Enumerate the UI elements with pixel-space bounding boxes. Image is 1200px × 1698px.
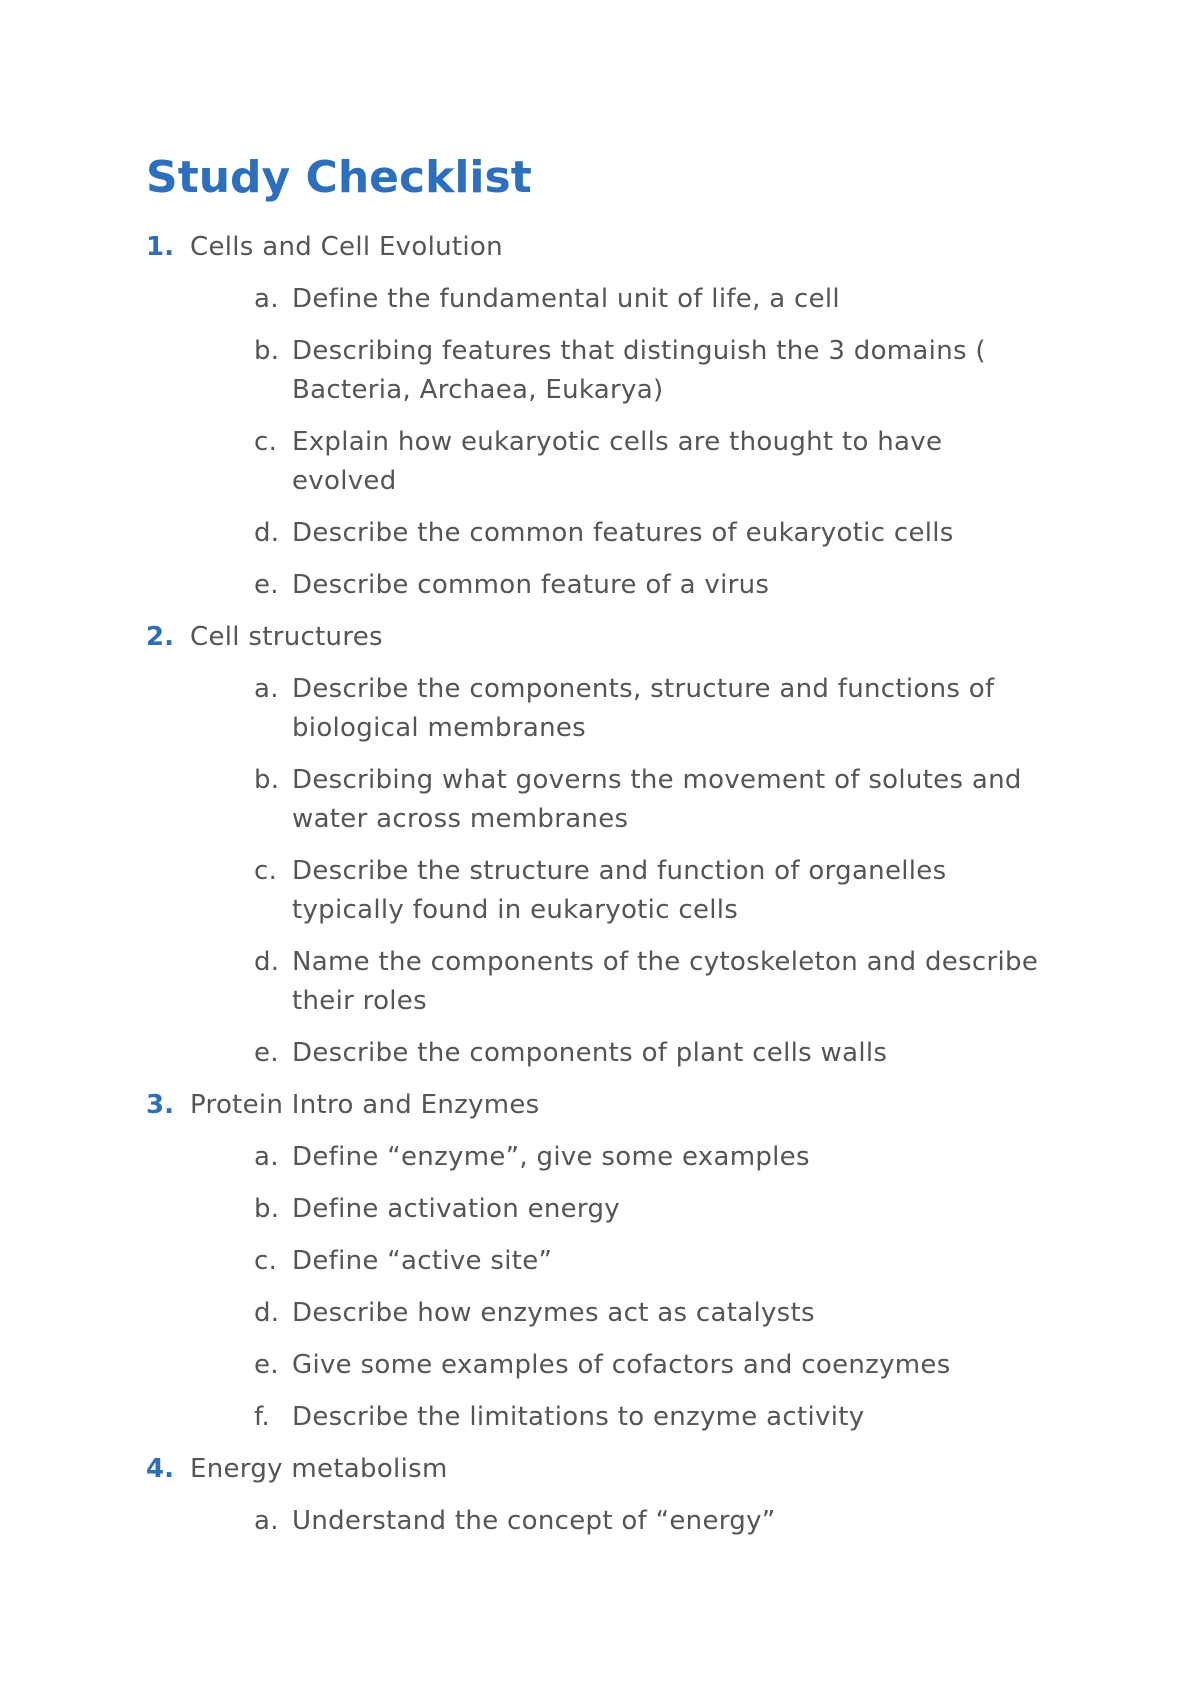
item-letter: c. <box>254 1246 278 1276</box>
item-letter: d. <box>254 518 280 548</box>
item-letter: a. <box>254 1142 279 1172</box>
item-text: Describe the limitations to enzyme activity <box>292 1402 865 1432</box>
checklist <box>146 228 1076 1554</box>
section-number: 4. <box>146 1454 174 1484</box>
section-title: Protein Intro and Enzymes <box>190 1090 540 1120</box>
item-text: Name the components of the cytoskeleton and describe their roles <box>292 947 1039 1016</box>
item-text: Describing features that distinguish the 3 domains ( Bacteria, Archaea, Eukarya) <box>292 336 986 405</box>
item-text: Describing what governs the movement of solutes and water across membranes <box>292 765 1022 834</box>
list-item <box>254 761 1052 839</box>
list-item <box>254 566 1052 605</box>
list-item <box>254 423 1052 501</box>
item-text: Give some examples of cofactors and coenzymes <box>292 1350 951 1380</box>
item-text: Understand the concept of “energy” <box>292 1506 776 1536</box>
item-text: Define the fundamental unit of life, a cell <box>292 284 840 314</box>
item-text: Define activation energy <box>292 1194 620 1224</box>
item-text: Describe the components, structure and functions of biological membranes <box>292 674 995 743</box>
section-heading <box>146 1450 1076 1502</box>
item-text: Explain how eukaryotic cells are thought to have evolved <box>292 427 943 496</box>
section-heading <box>146 228 1076 280</box>
item-letter: b. <box>254 336 280 366</box>
section-protein-intro-and-enzymes <box>146 1086 1076 1437</box>
item-letter: f. <box>254 1402 271 1432</box>
section-title: Energy metabolism <box>190 1454 448 1484</box>
section-cells-and-cell-evolution <box>146 228 1076 605</box>
item-letter: b. <box>254 1194 280 1224</box>
item-letter: a. <box>254 1506 279 1536</box>
item-text: Define “enzyme”, give some examples <box>292 1142 810 1172</box>
section-number: 1. <box>146 232 174 262</box>
section-number: 3. <box>146 1090 174 1120</box>
item-text: Describe the components of plant cells walls <box>292 1038 888 1068</box>
item-letter: d. <box>254 947 280 977</box>
list-item <box>254 280 1052 319</box>
list-item <box>254 1138 1052 1177</box>
list-item <box>254 1502 1052 1541</box>
section-cell-structures <box>146 618 1076 1073</box>
item-letter: a. <box>254 284 279 314</box>
item-letter: c. <box>254 427 278 457</box>
item-text: Describe common feature of a virus <box>292 570 770 600</box>
list-item <box>254 1294 1052 1333</box>
section-heading <box>146 1086 1076 1138</box>
section-energy-metabolism <box>146 1450 1076 1541</box>
section-title: Cells and Cell Evolution <box>190 232 503 262</box>
item-letter: b. <box>254 765 280 795</box>
list-item <box>254 514 1052 553</box>
item-letter: c. <box>254 856 278 886</box>
section-heading <box>146 618 1076 670</box>
item-letter: e. <box>254 570 279 600</box>
section-title: Cell structures <box>190 622 383 652</box>
item-letter: e. <box>254 1038 279 1068</box>
list-item <box>254 1346 1052 1385</box>
item-letter: d. <box>254 1298 280 1328</box>
item-text: Describe the common features of eukaryotic cells <box>292 518 954 548</box>
list-item <box>254 852 1052 930</box>
section-number: 2. <box>146 622 174 652</box>
list-item <box>254 943 1052 1021</box>
list-item <box>254 670 1052 748</box>
list-item <box>254 1190 1052 1229</box>
item-text: Describe how enzymes act as catalysts <box>292 1298 815 1328</box>
list-item <box>254 1034 1052 1073</box>
page-title: Study Checklist <box>146 152 532 203</box>
item-text: Define “active site” <box>292 1246 553 1276</box>
list-item <box>254 332 1052 410</box>
list-item <box>254 1242 1052 1281</box>
item-text: Describe the structure and function of organelles typically found in eukaryotic cells <box>292 856 947 925</box>
item-letter: e. <box>254 1350 279 1380</box>
item-letter: a. <box>254 674 279 704</box>
list-item <box>254 1398 1052 1437</box>
